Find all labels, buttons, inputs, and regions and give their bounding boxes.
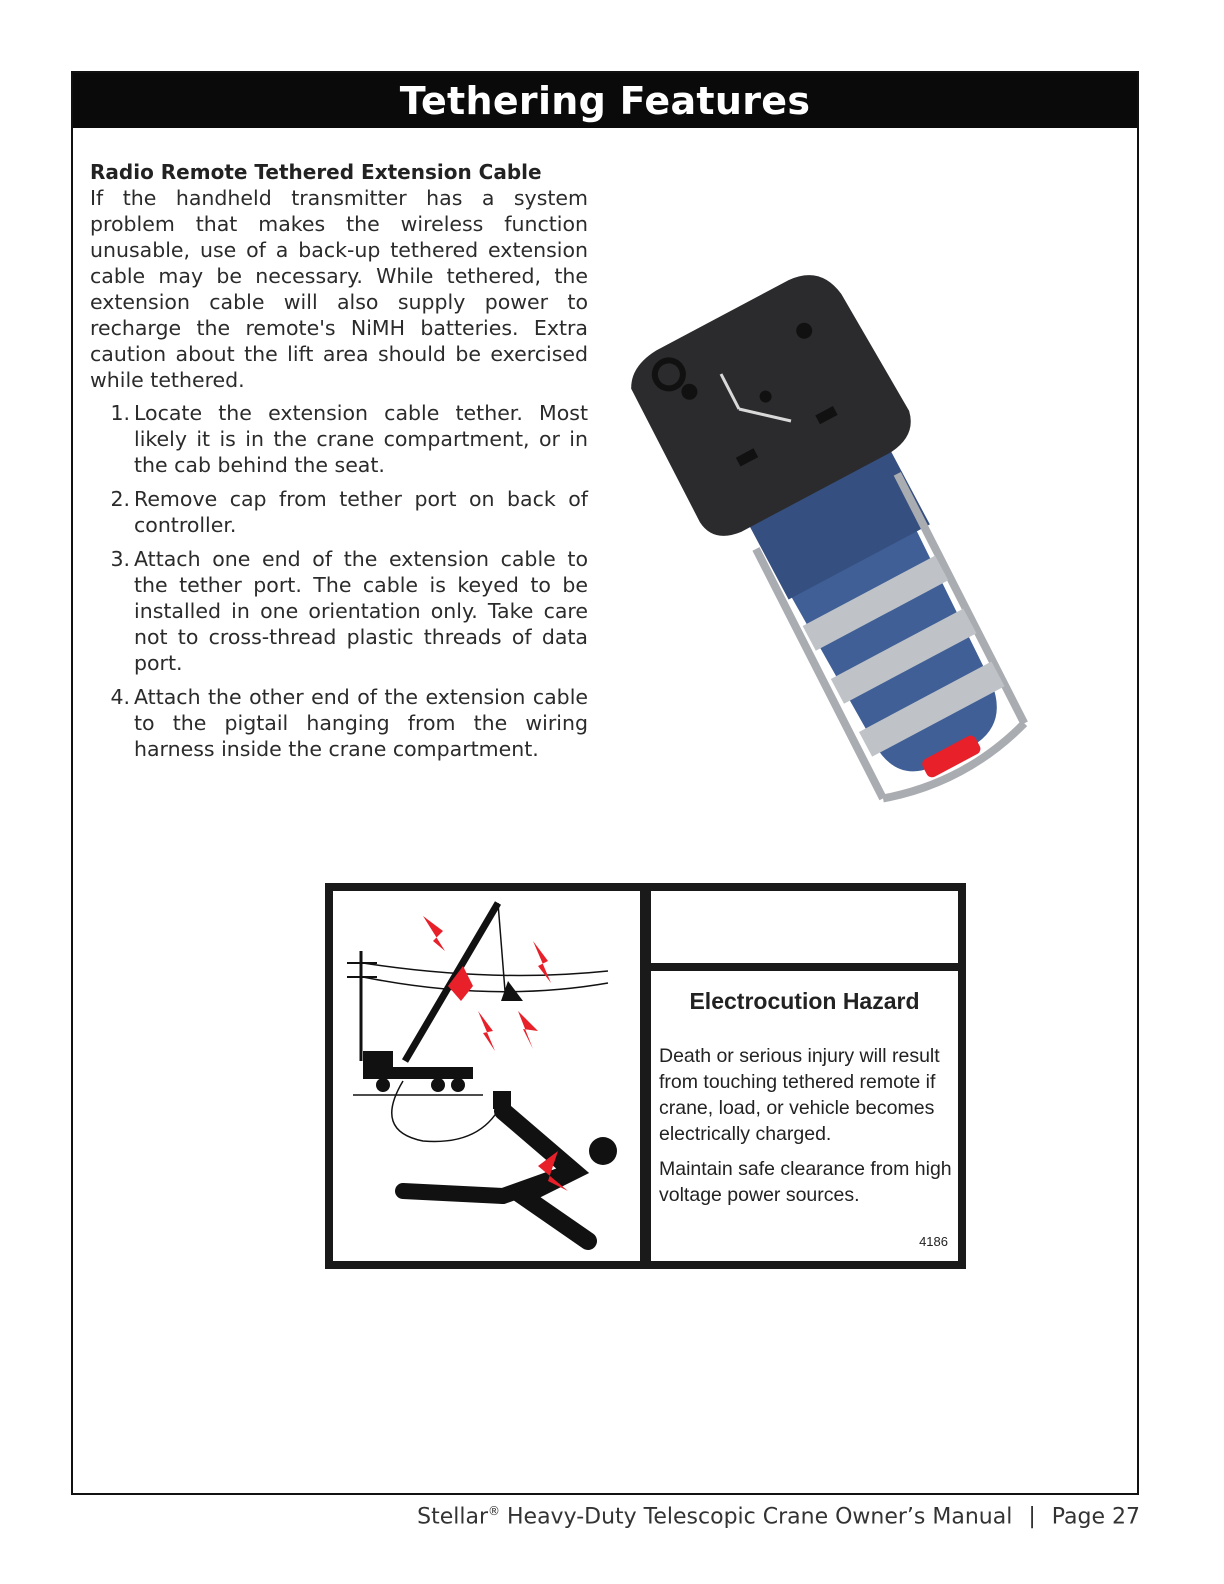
warning-paragraph: Maintain safe clearance from high voltage power sources. [659, 1158, 952, 1206]
page-footer [417, 1504, 1140, 1529]
steps-list [90, 400, 588, 762]
step-number: 4. [110, 685, 130, 709]
warning-body [659, 1043, 959, 1217]
step-text: Attach one end of the extension cable to the tether port. The cable is keyed to be installed in one orientation only. Take care not to cross-thread plastic threads of data port. [134, 547, 588, 675]
warning-title: Electrocution Hazard [689, 988, 920, 1014]
page-title: Tethering Features [399, 78, 811, 123]
step-number: 2. [110, 487, 130, 511]
warning-pictogram-panel [333, 891, 640, 1261]
text-column [90, 159, 588, 770]
warning-header-panel [651, 891, 958, 963]
step-text: Remove cap from tether port on back of controller. [134, 487, 588, 537]
label-code: 4186 [919, 1234, 948, 1249]
electrocution-pictogram-icon [333, 891, 640, 1261]
step-number: 1. [110, 401, 130, 425]
registered-mark: ® [488, 1504, 500, 1518]
intro-paragraph: If the handheld transmitter has a system problem that makes the wireless function unusable, use of a back-up tethered extension cable may be necessary. While tethered, the extension cable will also supply power to recharge the remote's NiMH batteries. Extra caution about the lift area should be exercised while tethered. [90, 186, 588, 392]
list-item [90, 400, 588, 478]
remote-photo [621, 269, 1041, 829]
page-number: Page 27 [1051, 1504, 1140, 1530]
list-item [90, 486, 588, 538]
warning-paragraph: Death or serious injury will result from touching tethered remote if crane, load, or vehicle becomes electrically charged. [659, 1045, 940, 1145]
footer-separator: | [1028, 1504, 1036, 1530]
list-item [90, 546, 588, 676]
step-text: Locate the extension cable tether. Most likely it is in the crane compartment, or in the cab behind the seat. [134, 401, 588, 477]
electrocution-warning-label [325, 883, 966, 1269]
page-frame [71, 71, 1139, 1495]
warning-text-panel [651, 971, 958, 1261]
footer-manual-title: Heavy-Duty Telescopic Crane Owner’s Manual [507, 1504, 1013, 1530]
footer-brand: Stellar [417, 1504, 488, 1530]
step-number: 3. [110, 547, 130, 571]
list-item [90, 684, 588, 762]
step-text: Attach the other end of the extension cable to the pigtail hanging from the wiring harness inside the crane compartment. [134, 685, 588, 761]
section-subheading: Radio Remote Tethered Extension Cable [90, 160, 542, 184]
header-bar [73, 73, 1137, 128]
